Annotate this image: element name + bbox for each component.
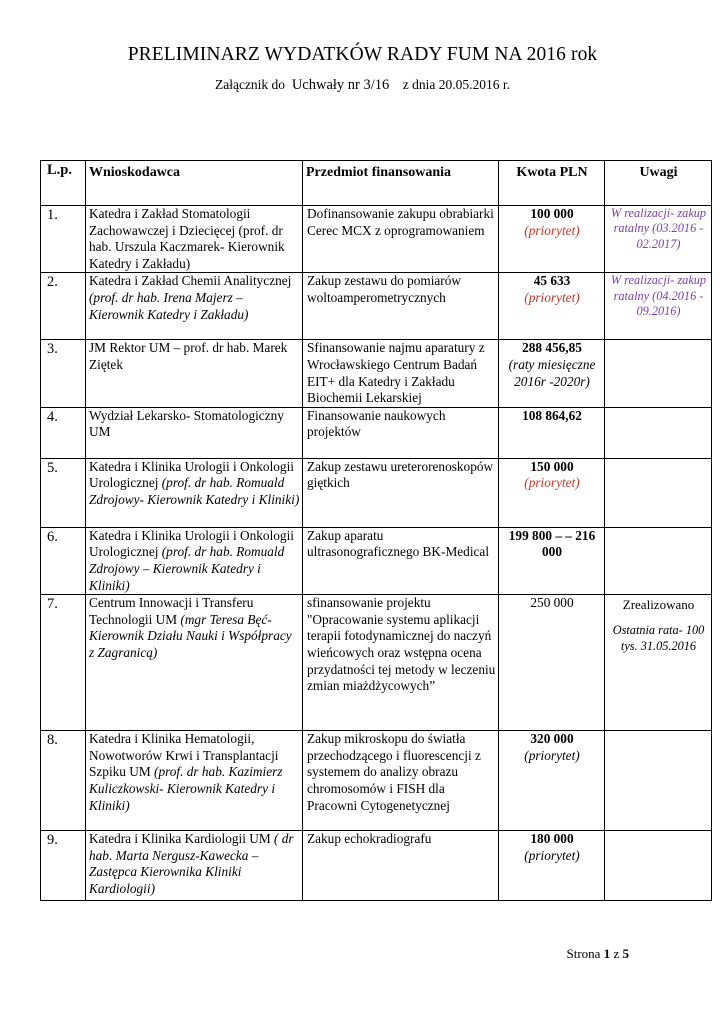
page-of: z bbox=[613, 946, 620, 961]
amount-value: 320 000 bbox=[530, 731, 574, 747]
page-number: 1 bbox=[603, 946, 611, 961]
page-label: Strona bbox=[566, 946, 601, 961]
row-notes bbox=[605, 407, 712, 458]
applicant-unit: Katedra i Klinika Urologii i Onkologii Urologicznej bbox=[89, 458, 294, 491]
row-lp: 2. bbox=[41, 273, 86, 340]
row-notes bbox=[605, 595, 712, 731]
table-row bbox=[41, 273, 712, 340]
row-lp: 1. bbox=[41, 206, 86, 273]
row-applicant: Katedra i Zakład Stomatologii Zachowawczej i Dziecięcej (prof. dr hab. Urszula Kaczmarek- Kierownik Katedry i Zakładu) bbox=[86, 206, 303, 273]
applicant-person: (mgr Teresa Bęć-Kierownik Działu Nauki i Współpracy z Zagranicą) bbox=[89, 611, 292, 660]
table-row bbox=[41, 407, 712, 458]
col-header-amount: Kwota PLN bbox=[499, 161, 605, 206]
row-lp: 9. bbox=[41, 831, 86, 901]
table-row bbox=[41, 731, 712, 831]
row-applicant bbox=[86, 458, 303, 527]
table-row bbox=[41, 595, 712, 731]
amount-value: 150 000 bbox=[530, 458, 574, 474]
document-subtitle bbox=[0, 77, 725, 94]
table-row bbox=[41, 340, 712, 407]
row-notes bbox=[605, 831, 712, 901]
row-applicant bbox=[86, 273, 303, 340]
applicant-unit: Katedra i Klinika Urologii i Onkologii Urologicznej bbox=[89, 527, 294, 560]
row-lp: 6. bbox=[41, 527, 86, 594]
resolution-number: Uchwały nr 3/16 bbox=[291, 77, 390, 93]
col-header-subject: Przedmiot finansowania bbox=[303, 161, 499, 206]
row-subject: Zakup mikroskopu do światła przechodzącego i fluorescencji z systemem do analizy obrazu chromosomów i FISH dla Pracowni Cytogenetycznej bbox=[303, 731, 499, 831]
row-amount bbox=[499, 595, 605, 731]
row-notes bbox=[605, 458, 712, 527]
row-notes bbox=[605, 340, 712, 407]
row-subject: sfinansowanie projektu "Opracowanie systemu aplikacji terapii fotodynamicznej do naczyń wieńcowych oraz wstępna ocena przydatności tej metody w leczeniu zmian miażdżycowych” bbox=[303, 595, 499, 731]
row-subject: Dofinansowanie zakupu obrabiarki Cerec MCX z oprogramowaniem bbox=[303, 206, 499, 273]
row-subject: Zakup zestawu do pomiarów woltoamperometrycznych bbox=[303, 273, 499, 340]
table-row bbox=[41, 458, 712, 527]
row-applicant bbox=[86, 527, 303, 594]
amount-value: 288 456,85 bbox=[522, 340, 582, 356]
row-subject: Zakup echokradiografu bbox=[303, 831, 499, 901]
table-row bbox=[41, 831, 712, 901]
priority-label: (priorytet) bbox=[524, 747, 580, 763]
col-header-notes: Uwagi bbox=[605, 161, 712, 206]
row-lp: 7. bbox=[41, 595, 86, 731]
applicant-unit: Katedra i Klinika Hematologii, Nowotworów Krwi i Transplantacji Szpiku UM bbox=[89, 731, 279, 780]
table-row bbox=[41, 206, 712, 273]
row-lp: 5. bbox=[41, 458, 86, 527]
resolution-date: z dnia 20.05.2016 r. bbox=[402, 77, 511, 92]
applicant-person: (prof. dr hab. Kazimierz Kuliczkowski- Kierownik Katedry i Kliniki) bbox=[89, 764, 283, 813]
row-notes bbox=[605, 527, 712, 594]
row-subject: Sfinansowanie najmu aparatury z Wrocławskiego Centrum Badań EIT+ dla Katedry i Zakładu Biochemii Lekarskiej bbox=[303, 340, 499, 407]
row-lp: 8. bbox=[41, 731, 86, 831]
row-notes bbox=[605, 731, 712, 831]
row-lp: 3. bbox=[41, 340, 86, 407]
priority-label: (priorytet) bbox=[524, 289, 580, 305]
table-row bbox=[41, 527, 712, 594]
amount-value: 45 633 bbox=[533, 273, 571, 289]
row-subject: Zakup zestawu ureterorenoskopów giętkich bbox=[303, 458, 499, 527]
row-applicant bbox=[86, 595, 303, 731]
expenses-table bbox=[40, 160, 712, 901]
col-header-lp: L.p. bbox=[41, 161, 86, 206]
row-lp: 4. bbox=[41, 407, 86, 458]
status-label: Zrealizowano bbox=[622, 597, 695, 613]
page-total: 5 bbox=[622, 946, 629, 961]
priority-label: (priorytet) bbox=[524, 475, 580, 491]
amount-value: 199 800 – – 216 000 bbox=[508, 527, 596, 560]
amount-value: 180 000 bbox=[530, 831, 574, 847]
notes-detail: Ostatnia rata- 100 tys. 31.05.2016 bbox=[612, 623, 705, 653]
applicant-person: (prof. dr hab. Irena Majerz – Kierownik Katedry i Zakładu) bbox=[89, 289, 249, 322]
applicant-unit: Katedra i Klinika Kardiologii UM bbox=[89, 831, 271, 847]
amount-value: 108 864,62 bbox=[522, 407, 582, 423]
amount-value: 250 000 bbox=[530, 595, 574, 611]
row-subject: Zakup aparatu ultrasonograficznego BK-Medical bbox=[303, 527, 499, 594]
row-amount bbox=[499, 731, 605, 831]
amount-value: 100 000 bbox=[530, 206, 574, 221]
row-amount bbox=[499, 340, 605, 407]
row-amount bbox=[499, 831, 605, 901]
row-amount bbox=[499, 273, 605, 340]
annex-prefix: Załącznik do bbox=[214, 77, 286, 92]
row-applicant: Wydział Lekarsko- Stomatologiczny UM bbox=[86, 407, 303, 458]
row-applicant: JM Rektor UM – prof. dr hab. Marek Ziętek bbox=[86, 340, 303, 407]
priority-label: (priorytet) bbox=[524, 222, 580, 238]
row-amount bbox=[499, 206, 605, 273]
row-amount bbox=[499, 527, 605, 594]
document-title: PRELIMINARZ WYDATKÓW RADY FUM NA 2016 rok bbox=[127, 44, 598, 65]
row-applicant bbox=[86, 831, 303, 901]
row-applicant bbox=[86, 731, 303, 831]
priority-label: (priorytet) bbox=[524, 847, 580, 863]
applicant-person: ( dr hab. Marta Nergusz-Kawecka – Zastępca Kierownika Kliniki Kardiologii) bbox=[89, 831, 294, 896]
applicant-person: (prof. dr hab. Romuald Zdrojowy – Kierownik Katedry i Kliniki) bbox=[89, 544, 285, 593]
col-header-applicant: Wnioskodawca bbox=[86, 161, 303, 206]
applicant-unit: Centrum Innowacji i Transferu Technologii UM bbox=[89, 595, 254, 627]
row-amount bbox=[499, 458, 605, 527]
page-footer bbox=[567, 946, 629, 962]
applicant-unit: Katedra i Zakład Chemii Analitycznej bbox=[89, 273, 292, 289]
row-amount bbox=[499, 407, 605, 458]
applicant-person: (prof. dr hab. Romuald Zdrojowy- Kierownik Katedry i Kliniki) bbox=[89, 475, 300, 507]
row-notes: W realizacji- zakup ratalny (03.2016 - 02.2017) bbox=[605, 206, 712, 273]
row-subject: Finansowanie naukowych projektów bbox=[303, 407, 499, 458]
installments-label: (raty miesięczne 2016r -2020r) bbox=[508, 356, 596, 389]
table-header-row bbox=[41, 161, 712, 206]
row-notes: W realizacji- zakup ratalny (04.2016 - 09.2016) bbox=[605, 273, 712, 340]
